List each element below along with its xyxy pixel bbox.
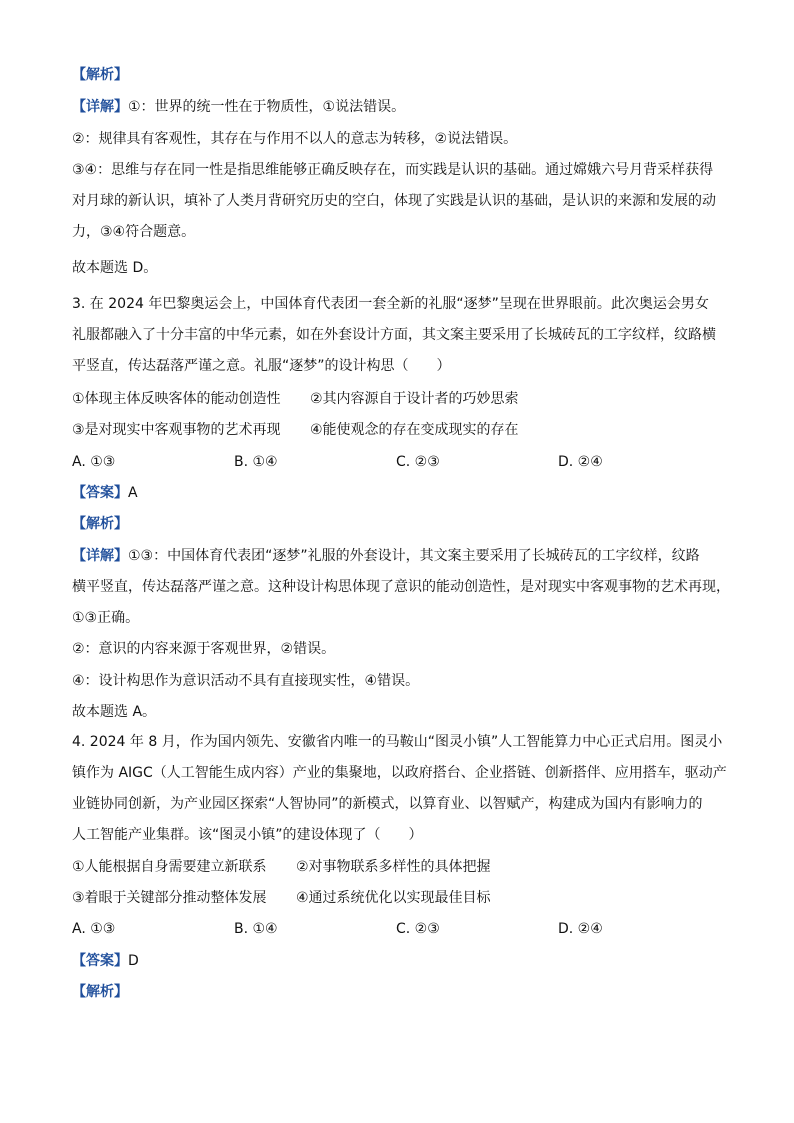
detail-line: 横平竖直，传达磊落严谨之意。这种设计构思体现了意识的能动创造性，是对现实中客观事物的艺术再现， <box>72 579 730 595</box>
answer-line <box>72 951 139 971</box>
statement-item: ④能使观念的存在变成现实的存在 <box>310 422 519 438</box>
answer-value: A <box>128 485 138 501</box>
statement-item: ③着眼于关键部分推动整体发展 <box>72 890 267 906</box>
choice-b: B. ①④ <box>234 454 278 470</box>
detail-tag: 【详解】 <box>72 99 128 115</box>
detail-line: 力，③④符合题意。 <box>72 224 196 240</box>
detail-line: ③④：思维与存在同一性是指思维能够正确反映存在，而实践是认识的基础。通过嫦娥六号月背采样获得 <box>72 162 714 178</box>
question-stem: 平竖直，传达磊落严谨之意。礼服“逐梦”的设计构思（ ） <box>72 358 451 374</box>
question-stem: 人工智能产业集群。该“图灵小镇”的建设体现了（ ） <box>72 827 423 843</box>
answer-tag: 【答案】 <box>72 485 128 501</box>
statement-item: ④通过系统优化以实现最佳目标 <box>296 890 491 906</box>
conclusion: 故本题选 A。 <box>72 704 157 720</box>
detail-line: ②：意识的内容来源于客观世界，②错误。 <box>72 641 336 657</box>
statement-item: ①人能根据自身需要建立新联系 <box>72 859 267 875</box>
question-stem: 业链协同创新，为产业园区探索“人智协同”的新模式，以算育业、以智赋产，构建成为国内有影响力的 <box>72 796 703 812</box>
choice-d: D. ②④ <box>558 454 603 470</box>
detail-line <box>72 97 405 117</box>
choice-d: D. ②④ <box>558 921 603 937</box>
choice-c: C. ②③ <box>396 921 440 937</box>
detail-tag: 【详解】 <box>72 548 128 564</box>
detail-line: 对月球的新认识，填补了人类月背研究历史的空白，体现了实践是认识的基础，是认识的来源和发展的动 <box>72 193 716 209</box>
answer-value: D <box>128 953 139 969</box>
conclusion: 故本题选 D。 <box>72 260 158 276</box>
statement-item: ②其内容源自于设计者的巧妙思索 <box>310 391 519 407</box>
choice-a: A. ①③ <box>72 921 116 937</box>
question-stem: 3. 在 2024 年巴黎奥运会上，中国体育代表团一套全新的礼服“逐梦”呈现在世界眼前。此次奥运会男女 <box>72 296 709 312</box>
detail-line <box>72 546 700 566</box>
analysis-heading: 【解析】 <box>72 67 128 83</box>
analysis-heading: 【解析】 <box>72 984 128 1000</box>
analysis-heading: 【解析】 <box>72 516 128 532</box>
detail-line: ④：设计构思作为意识活动不具有直接现实性，④错误。 <box>72 673 420 689</box>
answer-line <box>72 483 138 503</box>
choice-c: C. ②③ <box>396 454 440 470</box>
answer-tag: 【答案】 <box>72 953 128 969</box>
detail-text: ①③：中国体育代表团“逐梦”礼服的外套设计，其文案主要采用了长城砖瓦的工字纹样，纹路 <box>128 548 700 564</box>
statement-item: ③是对现实中客观事物的艺术再现 <box>72 422 281 438</box>
statement-item: ②对事物联系多样性的具体把握 <box>296 859 491 875</box>
question-stem: 礼服都融入了十分丰富的中华元素，如在外套设计方面，其文案主要采用了长城砖瓦的工字纹样，纹路横 <box>72 327 716 343</box>
choice-b: B. ①④ <box>234 921 278 937</box>
question-stem: 镇作为 AIGC（人工智能生成内容）产业的集聚地，以政府搭台、企业搭链、创新搭伴、应用搭车，驱动产 <box>72 765 727 781</box>
question-stem: 4. 2024 年 8 月，作为国内领先、安徽省内唯一的马鞍山“图灵小镇”人工智能算力中心正式启用。图灵小 <box>72 734 723 750</box>
detail-line: ①③正确。 <box>72 610 140 626</box>
detail-line: ②：规律具有客观性，其存在与作用不以人的意志为转移，②说法错误。 <box>72 131 518 147</box>
choice-a: A. ①③ <box>72 454 116 470</box>
detail-text: ①：世界的统一性在于物质性，①说法错误。 <box>128 99 406 115</box>
statement-item: ①体现主体反映客体的能动创造性 <box>72 391 281 407</box>
